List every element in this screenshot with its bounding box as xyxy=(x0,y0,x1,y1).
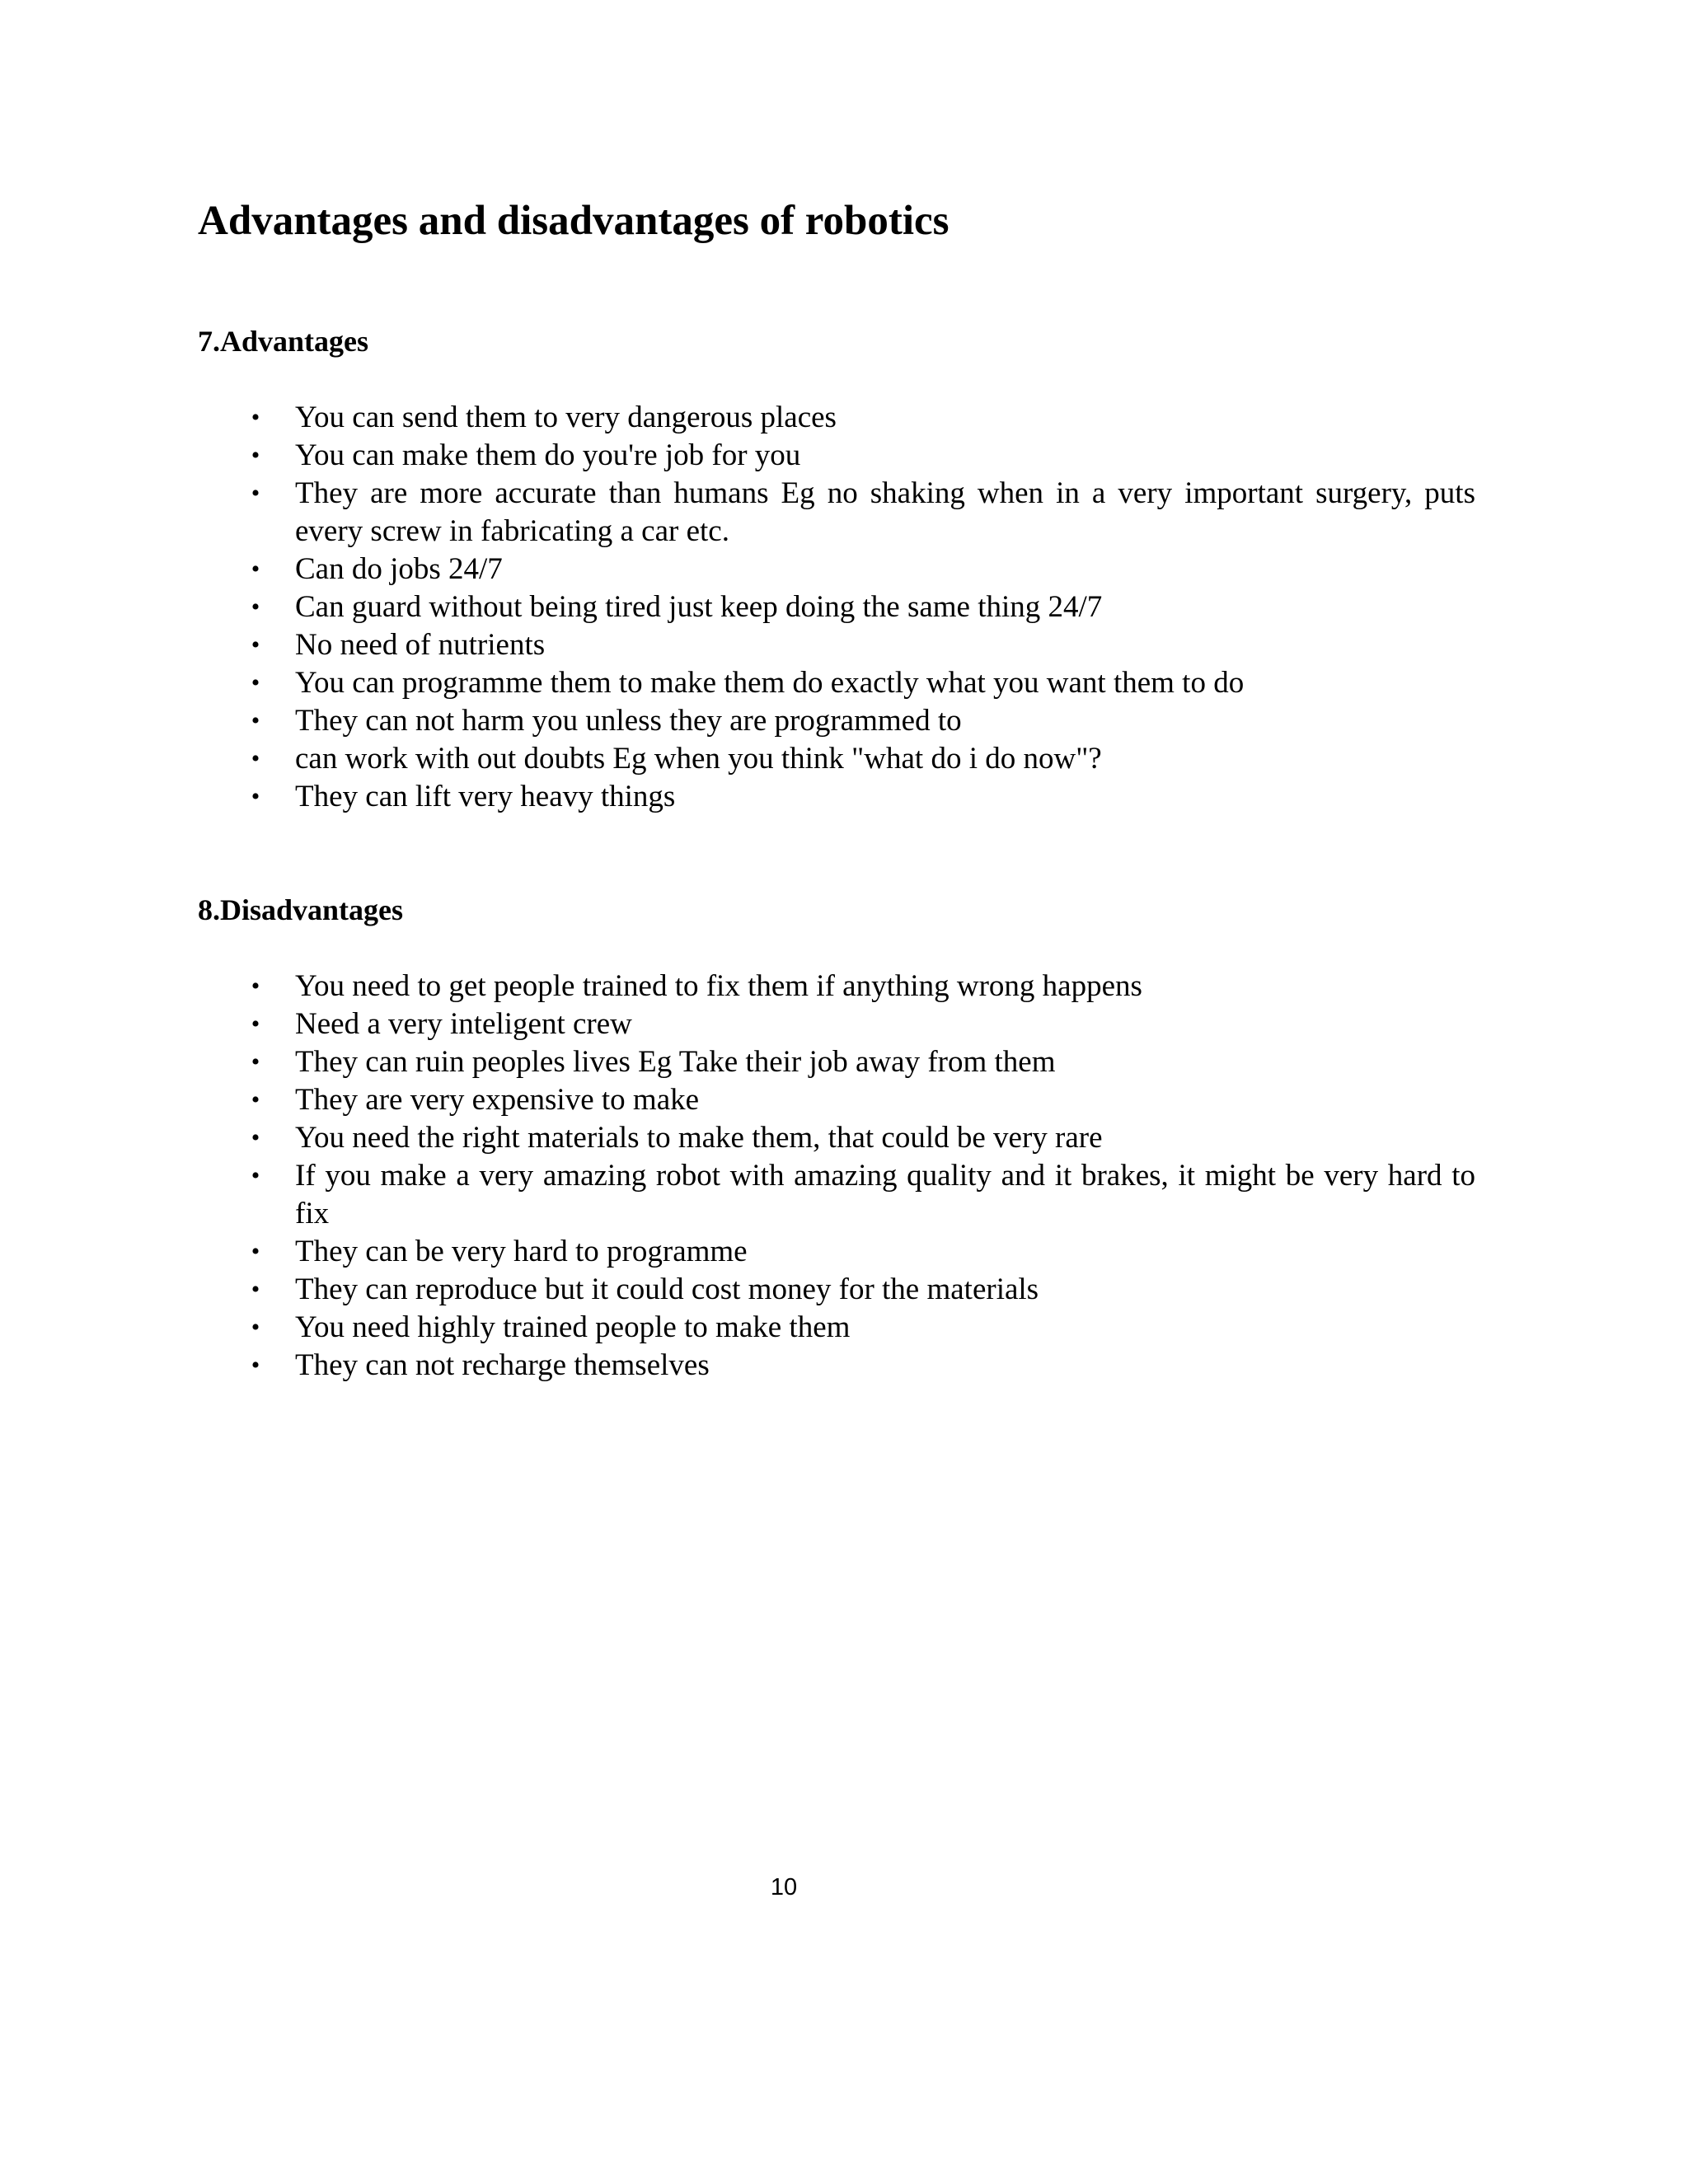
list-item xyxy=(247,664,1475,702)
list-item xyxy=(247,1309,1475,1347)
list-item-text: No need of nutrients xyxy=(295,628,546,662)
list-item-text: You can send them to very dangerous places xyxy=(295,401,837,434)
bullet-icon: • xyxy=(251,783,260,810)
list-item xyxy=(247,1233,1475,1271)
list-item-text: They can not harm you unless they are programmed to xyxy=(295,704,962,738)
page-title: Advantages and disadvantages of robotics xyxy=(198,198,950,244)
bullet-icon: • xyxy=(251,669,260,696)
list-item xyxy=(247,968,1475,1005)
bullet-icon: • xyxy=(251,1162,260,1189)
list-item xyxy=(247,1043,1475,1081)
list-item xyxy=(247,1271,1475,1309)
list-item-text: Can do jobs 24/7 xyxy=(295,552,503,586)
list-item-text: If you make a very amazing robot with amazing quality and it brakes, it might be very hard to fix xyxy=(295,1159,1475,1230)
list-item-text: You need the right materials to make them, that could be very rare xyxy=(295,1121,1103,1155)
list-item-text: You can programme them to make them do exactly what you want them to do xyxy=(295,666,1245,700)
list-item-text: They can be very hard to programme xyxy=(295,1235,748,1268)
bullet-icon: • xyxy=(251,555,260,583)
list-item-text: They are more accurate than humans Eg no shaking when in a very important surgery, puts every screw in fabricating a car etc. xyxy=(295,476,1475,548)
bullet-icon: • xyxy=(251,593,260,621)
bullet-icon: • xyxy=(251,631,260,658)
list-item-text: You need to get people trained to fix them if anything wrong happens xyxy=(295,969,1142,1003)
bullet-icon: • xyxy=(251,1352,260,1379)
list-item xyxy=(247,588,1475,626)
list-item-text: can work with out doubts Eg when you think "what do i do now"? xyxy=(295,742,1102,776)
list-item-text: They are very expensive to make xyxy=(295,1083,700,1117)
bullet-icon: • xyxy=(251,1276,260,1303)
advantages-list xyxy=(247,399,1475,816)
list-item-text: You can make them do you're job for you xyxy=(295,438,801,472)
list-item xyxy=(247,1005,1475,1043)
list-item xyxy=(247,778,1475,816)
list-item xyxy=(247,626,1475,664)
bullet-icon: • xyxy=(251,1314,260,1341)
list-item-text: They can lift very heavy things xyxy=(295,780,676,813)
disadvantages-list xyxy=(247,968,1475,1385)
bullet-icon: • xyxy=(251,745,260,772)
list-item xyxy=(247,399,1475,437)
list-item-text: They can reproduce but it could cost money for the materials xyxy=(295,1272,1039,1306)
list-item xyxy=(247,740,1475,778)
list-item xyxy=(247,1347,1475,1385)
bullet-icon: • xyxy=(251,1124,260,1151)
list-item-text: You need highly trained people to make them xyxy=(295,1310,851,1344)
bullet-icon: • xyxy=(251,707,260,734)
list-item xyxy=(247,475,1475,551)
bullet-icon: • xyxy=(251,1086,260,1113)
list-item xyxy=(247,1157,1475,1233)
list-item-text: Can guard without being tired just keep doing the same thing 24/7 xyxy=(295,590,1103,624)
list-item xyxy=(247,1119,1475,1157)
advantages-heading: 7.Advantages xyxy=(198,325,369,358)
bullet-icon: • xyxy=(251,1010,260,1038)
bullet-icon: • xyxy=(251,972,260,1000)
bullet-icon: • xyxy=(251,1238,260,1265)
list-item xyxy=(247,437,1475,475)
bullet-icon: • xyxy=(251,442,260,469)
disadvantages-heading: 8.Disadvantages xyxy=(198,893,404,926)
page-number: 10 xyxy=(770,1874,798,1900)
bullet-icon: • xyxy=(251,1048,260,1076)
bullet-icon: • xyxy=(251,404,260,431)
list-item xyxy=(247,702,1475,740)
bullet-icon: • xyxy=(251,480,260,507)
list-item xyxy=(247,1081,1475,1119)
list-item-text: They can not recharge themselves xyxy=(295,1348,710,1382)
list-item xyxy=(247,551,1475,588)
list-item-text: They can ruin peoples lives Eg Take their job away from them xyxy=(295,1045,1056,1079)
list-item-text: Need a very inteligent crew xyxy=(295,1007,632,1041)
